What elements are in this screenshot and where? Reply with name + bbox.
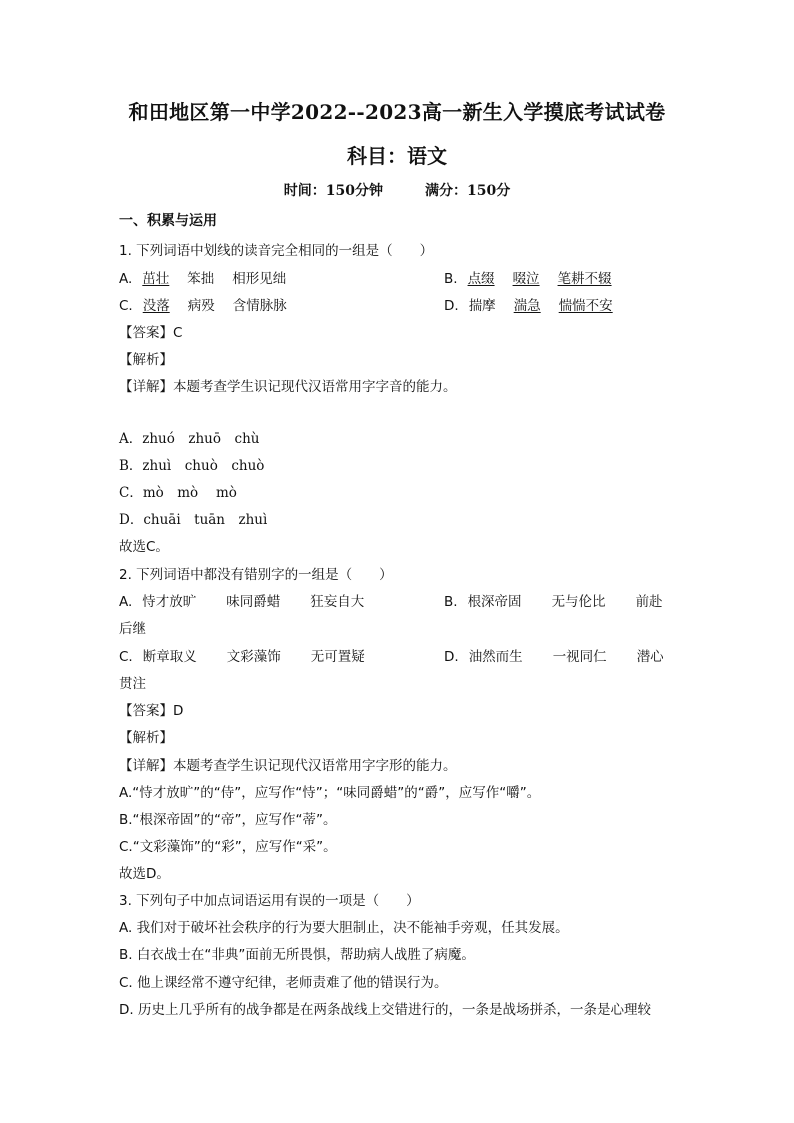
q1-option-a: A. 茁壮 笨拙 相形见绌 bbox=[119, 271, 287, 287]
q2-stem: 2. 下列词语中都没有错别字的一组是（ ） bbox=[119, 567, 393, 583]
q2-answer: 【答案】D bbox=[119, 703, 184, 719]
q2-note-a: A.“恃才放旷”的“侍”，应写作“恃”；“味同爵蜡”的“爵”，应写作“嚼”。 bbox=[119, 785, 541, 801]
q2-analysis: 【解析】 bbox=[119, 730, 173, 746]
q1-answer: 【答案】C bbox=[119, 325, 183, 341]
q3-option-a: A. 我们对于破坏社会秩序的行为要大胆制止，决不能袖手旁观，任其发展。 bbox=[119, 920, 569, 936]
subject-title: 科目：语文 bbox=[347, 144, 447, 168]
q2-option-d-wrap: 贯注 bbox=[119, 676, 146, 692]
q1-stem: 1. 下列词语中划线的读音完全相同的一组是（ ） bbox=[119, 243, 434, 259]
q3-option-d: D. 历史上几乎所有的战争都是在两条战线上交错进行的，一条是战场拼杀，一条是心理较 bbox=[119, 1002, 651, 1018]
q3-stem: 3. 下列句子中加点词语运用有误的一项是（ ） bbox=[119, 893, 420, 909]
q2-detail: 【详解】本题考查学生识记现代汉语常用字字形的能力。 bbox=[119, 758, 457, 774]
q1-detail: 【详解】本题考查学生识记现代汉语常用字字音的能力。 bbox=[119, 379, 457, 395]
q1-pinyin-b: B．zhuì chuò chuò bbox=[119, 458, 265, 474]
q2-option-b-wrap: 后继 bbox=[119, 621, 146, 637]
q2-option-c: C. 断章取义 文彩藻饰 无可置疑 bbox=[119, 649, 365, 665]
q1-pinyin-d: D．chuāi tuān zhuì bbox=[119, 512, 268, 528]
q3-option-b: B. 白衣战士在“非典”面前无所畏惧，帮助病人战胜了病魔。 bbox=[119, 947, 475, 963]
section-heading: 一、积累与运用 bbox=[119, 213, 217, 229]
q2-option-d: D. 油然而生 一视同仁 潜心 bbox=[444, 649, 664, 665]
q1-pinyin-a: A．zhuó zhuō chù bbox=[119, 431, 260, 447]
exam-time: 时间：150分钟 bbox=[283, 183, 383, 199]
q3-option-c: C. 他上课经常不遵守纪律，老师责难了他的错误行为。 bbox=[119, 975, 448, 991]
exam-meta bbox=[0, 180, 794, 200]
exam-score: 满分：150分 bbox=[425, 183, 511, 199]
q2-option-a: A. 恃才放旷 味同爵蜡 狂妄自大 bbox=[119, 594, 365, 610]
q1-option-d: D. 揣摩 湍急 惴惴不安 bbox=[444, 298, 613, 314]
q1-option-b: B. 点缀 啜泣 笔耕不辍 bbox=[444, 271, 612, 287]
q2-note-c: C.“文彩藻饰”的“彩”，应写作“采”。 bbox=[119, 839, 337, 855]
q2-conclusion: 故选D。 bbox=[119, 866, 170, 882]
q1-option-c: C. 没落 病殁 含情脉脉 bbox=[119, 298, 287, 314]
q2-option-b: B. 根深帝固 无与伦比 前赴 bbox=[444, 594, 663, 610]
q1-pinyin-c: C．mò mò mò bbox=[119, 485, 237, 501]
q1-conclusion: 故选C。 bbox=[119, 539, 169, 555]
q2-note-b: B.“根深帝固”的“帝”，应写作“蒂”。 bbox=[119, 812, 337, 828]
q1-analysis: 【解析】 bbox=[119, 352, 173, 368]
exam-title: 和田地区第一中学2022--2023高一新生入学摸底考试试卷 bbox=[128, 100, 666, 124]
